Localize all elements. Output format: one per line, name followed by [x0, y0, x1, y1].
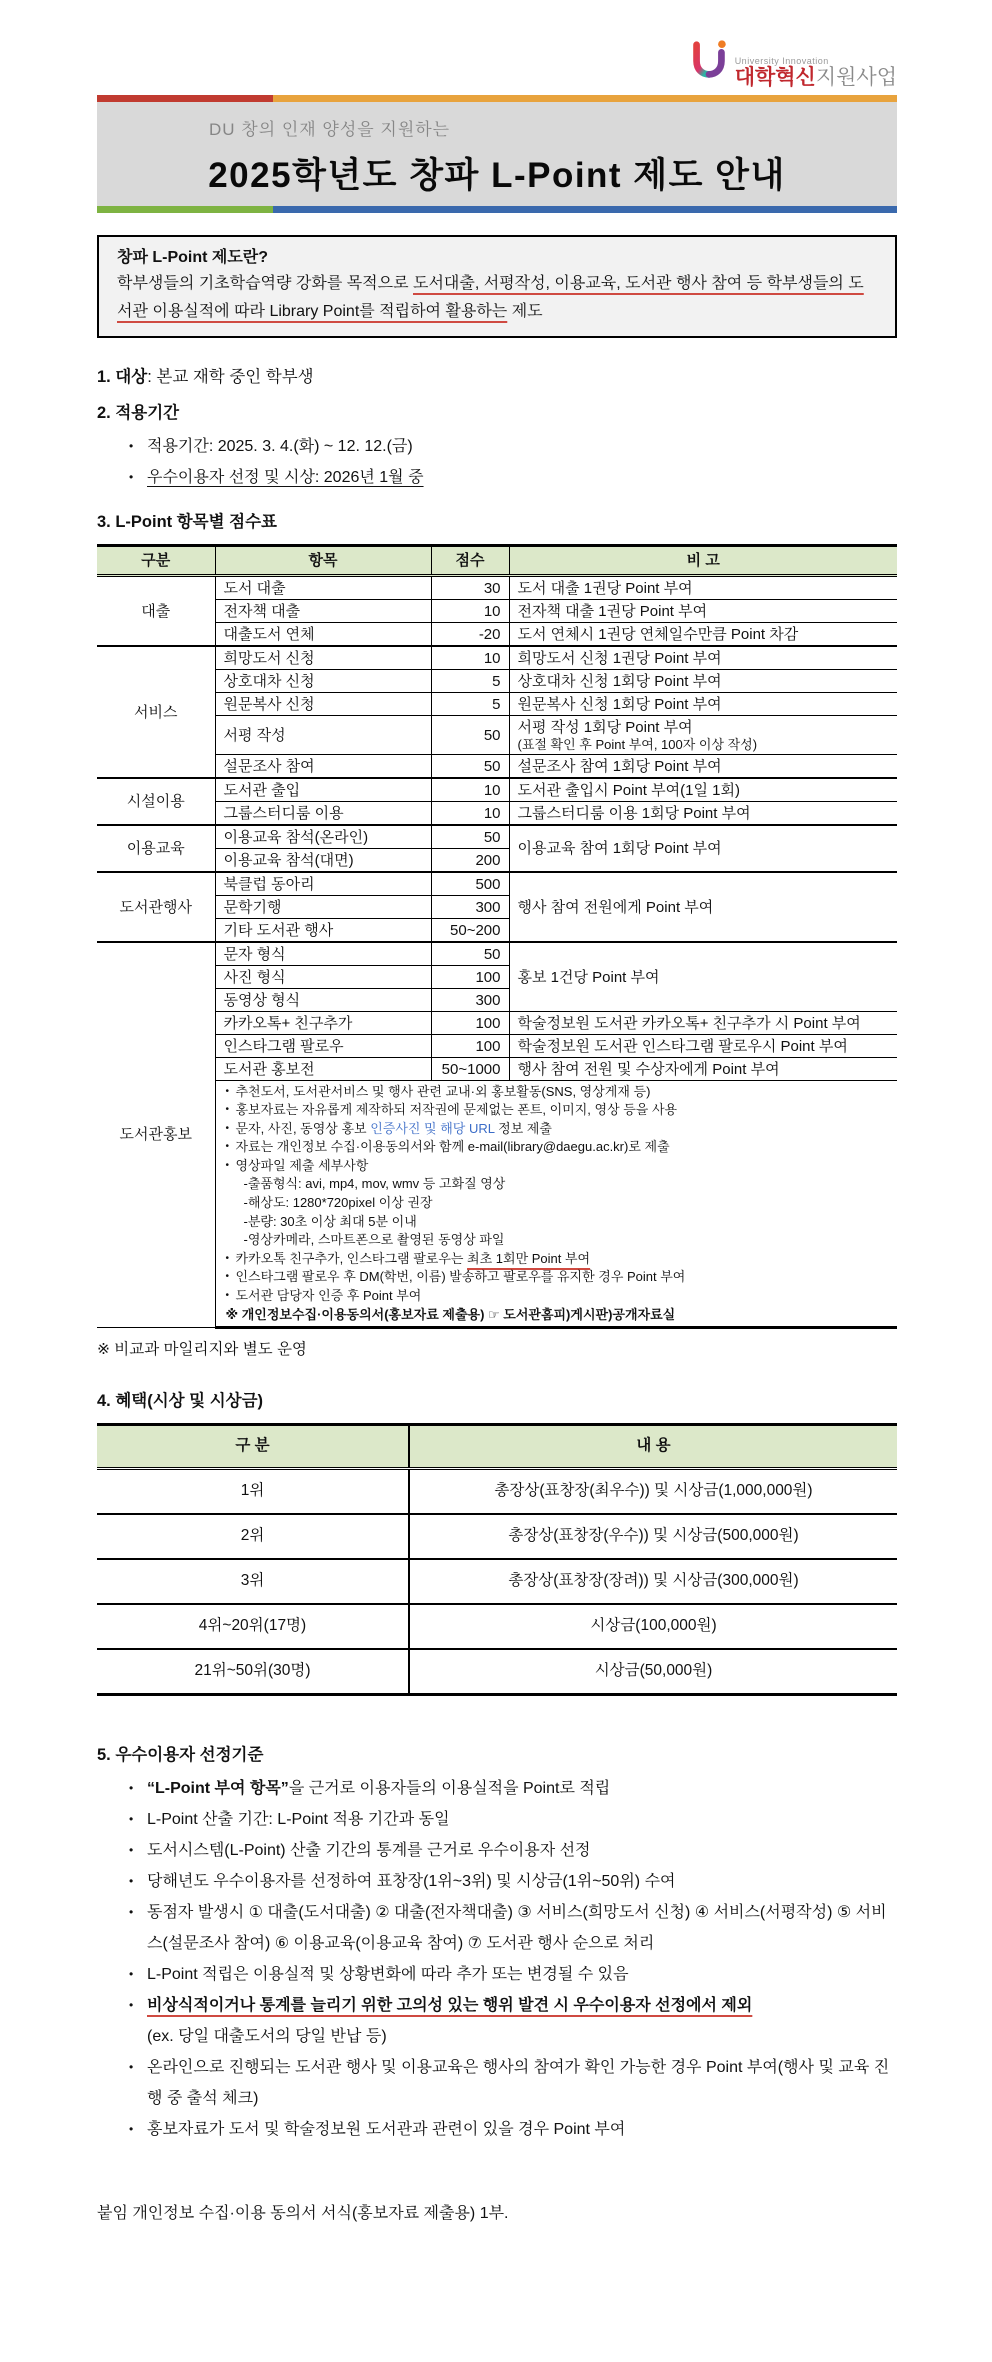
rank-cell: 21위~50위(30명) [97, 1649, 409, 1695]
score-cell: 200 [431, 849, 509, 873]
score-cell: 100 [431, 1035, 509, 1058]
remark-cell-merged: 이용교육 참여 1회당 Point 부여 [509, 825, 897, 872]
note-line: • 자료는 개인정보 수집·이용동의서와 함께 e-mail(library@daegu.ac.kr)로 제출 [224, 1138, 890, 1157]
note-subline: -출품형식: avi, mp4, mov, wmv 등 고화질 영상 [243, 1176, 506, 1192]
remark-cell [509, 716, 897, 755]
note-line [224, 1250, 890, 1269]
title-banner [97, 95, 897, 213]
note-text: 문자, 사진, 동영상 홍보 [235, 1120, 371, 1136]
score-cell: 300 [431, 989, 509, 1012]
apply-period-text: 적용기간: 2025. 3. 4.(화) ~ 12. 12.(금) [147, 438, 413, 455]
item-cell: 상호대차 신청 [215, 670, 431, 693]
score-cell: 5 [431, 670, 509, 693]
table-row [97, 1012, 897, 1035]
intro-text-underlined: 도서대출, 서평작성, 이용교육, 도서관 행사 참여 등 학부생들의 도서관 이용실적에 따라 Library Point를 적립하여 활용하는 [117, 275, 864, 320]
intro-body [117, 270, 877, 326]
intro-heading: 창파 L-Point 제도란? [117, 249, 269, 266]
note-subline: -영상카메라, 스마트폰으로 촬영된 동영상 파일 [243, 1232, 505, 1248]
col-header-category: 구분 [97, 546, 215, 576]
section-2-list [127, 431, 897, 493]
group-cell: 도서관행사 [97, 872, 215, 942]
note-subline: -분량: 30초 이상 최대 5분 이내 [243, 1213, 417, 1229]
remark-cell-merged: 행사 참여 전원에게 Point 부여 [509, 872, 897, 942]
score-cell: 10 [431, 600, 509, 623]
header [97, 0, 897, 89]
criteria-bold: “L-Point 부여 항목” [147, 1779, 289, 1797]
col-header-score: 점수 [431, 546, 509, 576]
reward-table [97, 1423, 897, 1696]
table-row [97, 670, 897, 693]
list-item [127, 1773, 897, 1804]
note-line: • 영상파일 제출 세부사항 [224, 1157, 890, 1176]
table-row [97, 623, 897, 647]
table-row [97, 1649, 897, 1695]
score-cell: 5 [431, 693, 509, 716]
university-innovation-logo [687, 36, 897, 89]
award-schedule-text: 우수이용자 선정 및 시상: 2026년 1월 중 [147, 469, 424, 486]
top-bar-red-segment [97, 95, 273, 102]
logo-brand-gray: 지원사업 [815, 66, 897, 89]
section-1-label: 1. 대상 [97, 368, 148, 386]
score-cell: 30 [431, 576, 509, 600]
attachment-note: 붙임 개인정보 수집·이용 동의서 서식(홍보자료 제출용) 1부. [97, 2204, 509, 2222]
score-cell: 100 [431, 1012, 509, 1035]
bottom-bar-green-segment [97, 206, 273, 213]
remark-cell: 전자책 대출 1권당 Point 부여 [509, 600, 897, 623]
note-link-text: 인증사진 및 해당 URL [370, 1120, 495, 1136]
remark-cell: 학술정보원 도서관 카카오톡+ 친구추가 시 Point 부여 [509, 1012, 897, 1035]
score-cell: -20 [431, 623, 509, 647]
banner-body [97, 102, 897, 206]
score-cell: 50~1000 [431, 1058, 509, 1081]
score-cell: 50 [431, 825, 509, 849]
list-item: • 당해년도 우수이용자를 선정하여 표창장(1위~3위) 및 시상금(1위~50위) 수여 [127, 1866, 897, 1897]
list-item: • L-Point 산출 기간: L-Point 적용 기간과 동일 [127, 1804, 897, 1835]
col-header-content: 내 용 [409, 1424, 897, 1468]
item-cell: 희망도서 신청 [215, 646, 431, 670]
remark-cell: 행사 참여 전원 및 수상자에게 Point 부여 [509, 1058, 897, 1081]
remark-cell: 그룹스터디룸 이용 1회당 Point 부여 [509, 802, 897, 826]
remark-cell-merged: 홍보 1건당 Point 부여 [509, 942, 897, 1012]
score-cell: 50 [431, 942, 509, 966]
group-cell: 도서관홍보 [97, 942, 215, 1327]
table-row [97, 716, 897, 755]
banner-subtitle: DU 창의 인재 양성을 지원하는 [209, 120, 451, 139]
note-line: • 홍보자료는 자유롭게 제작하되 저작권에 문제없는 폰트, 이미지, 영상 등을 사용 [224, 1101, 890, 1120]
score-cell: 50 [431, 755, 509, 779]
group-cell: 대출 [97, 576, 215, 647]
table-row [97, 942, 897, 966]
section-1-text: : 본교 재학 중인 학부생 [147, 368, 314, 386]
item-cell: 도서관 출입 [215, 778, 431, 802]
table-row [97, 1514, 897, 1559]
item-cell: 이용교육 참석(온라인) [215, 825, 431, 849]
promo-notes-cell [215, 1081, 897, 1328]
remark-cell: 도서관 출입시 Point 부여(1일 1회) [509, 778, 897, 802]
item-cell: 인스타그램 팔로우 [215, 1035, 431, 1058]
rank-cell: 4위~20위(17명) [97, 1604, 409, 1649]
item-cell: 카카오톡+ 친구추가 [215, 1012, 431, 1035]
banner-top-bar [97, 95, 897, 102]
table-header-row [97, 546, 897, 576]
section-3-heading: 3. L-Point 항목별 점수표 [97, 513, 277, 531]
rank-cell: 2위 [97, 1514, 409, 1559]
promo-notes-row [97, 1081, 897, 1328]
logo-brand-red: 대학혁신 [734, 66, 816, 89]
document-page [97, 0, 897, 2227]
content-cell: 총장상(표창장(우수)) 및 시상금(500,000원) [409, 1514, 897, 1559]
content-cell: 시상금(50,000원) [409, 1649, 897, 1695]
content-cell: 시상금(100,000원) [409, 1604, 897, 1649]
table-row [97, 1559, 897, 1604]
logo-tagline: University Innovation [734, 56, 829, 66]
note-line: • 인스타그램 팔로우 후 DM(학번, 이름) 발송하고 팔로우를 유지한 경우 Point 부여 [224, 1268, 890, 1287]
table-row [97, 872, 897, 896]
criteria-warning: 비상식적이거나 통계를 늘리기 위한 고의성 있는 행위 발견 시 우수이용자 선정에서 제외 [147, 1996, 753, 2014]
note-line: • 추천도서, 도서관서비스 및 행사 관련 교내·외 홍보활동(SNS, 영상게재 등) [224, 1083, 890, 1102]
group-cell: 이용교육 [97, 825, 215, 872]
score-cell: 10 [431, 802, 509, 826]
table-row [97, 1468, 897, 1514]
criteria-text: 을 근거로 이용자들의 이용실적을 Point로 적립 [288, 1779, 611, 1797]
table-header-row [97, 1424, 897, 1468]
note-line: • 도서관 담당자 인증 후 Point 부여 [224, 1287, 890, 1306]
score-cell: 100 [431, 966, 509, 989]
remark-line: 서평 작성 1회당 Point 부여 [517, 718, 693, 736]
item-cell: 문자 형식 [215, 942, 431, 966]
score-cell: 500 [431, 872, 509, 896]
bottom-bar-blue-segment [273, 206, 897, 213]
remark-subline: (표절 확인 후 Point 부여, 100자 이상 작성) [517, 736, 758, 752]
criteria-example: (ex. 당일 대출도서의 당일 반납 등) [147, 2027, 387, 2045]
note-subline: -해상도: 1280*720pixel 이상 권장 [243, 1195, 433, 1211]
table-footnote: ※ 비교과 마일리지와 별도 운영 [97, 1340, 307, 1358]
section-1-target [97, 364, 897, 390]
remark-cell: 도서 대출 1권당 Point 부여 [509, 576, 897, 600]
table-row [97, 1058, 897, 1081]
table-row [97, 778, 897, 802]
banner-bottom-bar [97, 206, 897, 213]
group-cell: 시설이용 [97, 778, 215, 825]
remark-cell: 희망도서 신청 1권당 Point 부여 [509, 646, 897, 670]
table-row [97, 646, 897, 670]
col-header-item: 항목 [215, 546, 431, 576]
group-cell: 서비스 [97, 646, 215, 778]
logo-u-icon [687, 36, 731, 89]
lpoint-score-table [97, 544, 897, 1329]
table-row [97, 600, 897, 623]
intro-text: 학부생들의 기초학습역량 강화를 목적으로 [117, 275, 413, 292]
item-cell: 도서 대출 [215, 576, 431, 600]
table-row [97, 802, 897, 826]
note-text-underlined: 최초 1회만 Point 부여 [467, 1250, 591, 1266]
list-item: • 도서시스템(L-Point) 산출 기간의 통계를 근거로 우수이용자 선정 [127, 1835, 897, 1866]
intro-definition-box [97, 235, 897, 338]
list-item: • L-Point 적립은 이용실적 및 상황변화에 따라 추가 또는 변경될 수 있음 [127, 1959, 897, 1990]
remark-cell: 설문조사 참여 1회당 Point 부여 [509, 755, 897, 779]
table-row [97, 693, 897, 716]
item-cell: 원문복사 신청 [215, 693, 431, 716]
col-header-rank: 구 분 [97, 1424, 409, 1468]
item-cell: 사진 형식 [215, 966, 431, 989]
item-cell: 전자책 대출 [215, 600, 431, 623]
item-cell: 도서관 홍보전 [215, 1058, 431, 1081]
list-item: • 동점자 발생시 ① 대출(도서대출) ② 대출(전자책대출) ③ 서비스(희망도서 신청) ④ 서비스(서평작성) ⑤ 서비스(설문조사 참여) ⑥ 이용교육(이용교육 참여) ⑦ 도서관 행사 순으로 처리 [127, 1897, 897, 1959]
item-cell: 문학기행 [215, 896, 431, 919]
score-cell: 50 [431, 716, 509, 755]
remark-cell: 원문복사 신청 1회당 Point 부여 [509, 693, 897, 716]
content-cell: 총장상(표창장(최우수)) 및 시상금(1,000,000원) [409, 1468, 897, 1514]
item-cell: 대출도서 연체 [215, 623, 431, 647]
item-cell: 설문조사 참여 [215, 755, 431, 779]
remark-cell: 도서 연체시 1권당 연체일수만큼 Point 차감 [509, 623, 897, 647]
table-row [97, 1035, 897, 1058]
item-cell: 동영상 형식 [215, 989, 431, 1012]
item-cell: 북클럽 동아리 [215, 872, 431, 896]
note-text: 카카오톡 친구추가, 인스타그램 팔로우는 [235, 1250, 468, 1266]
rank-cell: 1위 [97, 1468, 409, 1514]
table-row [97, 1604, 897, 1649]
col-header-remark: 비 고 [509, 546, 897, 576]
table-row [97, 576, 897, 600]
logo-brand [735, 67, 897, 89]
remark-cell: 학술정보원 도서관 인스타그램 팔로우시 Point 부여 [509, 1035, 897, 1058]
section-5-heading: 5. 우수이용자 선정기준 [97, 1745, 264, 1764]
item-cell: 기타 도서관 행사 [215, 919, 431, 943]
table-row [97, 825, 897, 849]
criteria-list [127, 1773, 897, 2145]
intro-text-tail: 제도 [507, 303, 543, 320]
list-item: • 홍보자료가 도서 및 학술정보원 도서관과 관련이 있을 경우 Point 부여 [127, 2114, 897, 2145]
item-cell: 그룹스터디룸 이용 [215, 802, 431, 826]
list-item [127, 431, 897, 462]
page-title: 2025학년도 창파 L-Point 제도 안내 [208, 156, 786, 195]
score-cell: 10 [431, 778, 509, 802]
note-line [224, 1120, 890, 1139]
list-item [127, 1990, 897, 2052]
score-cell: 300 [431, 896, 509, 919]
remark-cell: 상호대차 신청 1회당 Point 부여 [509, 670, 897, 693]
note-text: 정보 제출 [494, 1120, 552, 1136]
content-cell: 총장상(표창장(장려)) 및 시상금(300,000원) [409, 1559, 897, 1604]
list-item [127, 462, 897, 493]
top-bar-orange-segment [273, 95, 897, 102]
table-row [97, 755, 897, 779]
rank-cell: 3위 [97, 1559, 409, 1604]
note-footnote: ※ 개인정보수집·이용동의서(홍보자료 제출용) ☞ 도서관홈피)게시판)공개자료실 [225, 1306, 676, 1322]
score-cell: 50~200 [431, 919, 509, 943]
item-cell: 서평 작성 [215, 716, 431, 755]
section-4-heading: 4. 혜택(시상 및 시상금) [97, 1391, 264, 1410]
list-item: • 온라인으로 진행되는 도서관 행사 및 이용교육은 행사의 참여가 확인 가능한 경우 Point 부여(행사 및 교육 진행 중 출석 체크) [127, 2052, 897, 2114]
score-cell: 10 [431, 646, 509, 670]
item-cell: 이용교육 참석(대면) [215, 849, 431, 873]
section-2-heading: 2. 적용기간 [97, 404, 180, 422]
